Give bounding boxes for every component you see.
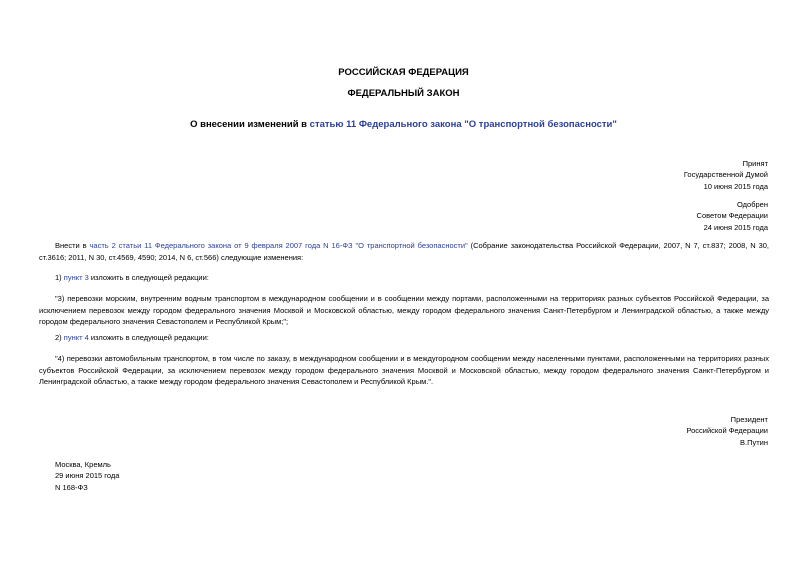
item1-suffix: изложить в следующей редакции: [88, 273, 209, 282]
adopted-line: Принят [742, 159, 768, 168]
item1-text: "3) перевозки морским, внутренним водным транспортом в международном сообщении и в сообщении между портами, расположенными на территориях разных субъектов Российской Федерации, за исключением перевозок между городом федерального значения Москвой и Московской областью, между городом федерального значения Санкт-Петербургом и Ленинградской областью, а также между городом федерального значения Севастополем и Республикой Крым;"; [39, 294, 769, 326]
approved-line: Советом Федерации [696, 211, 768, 221]
approved-line: 24 июня 2015 года [703, 222, 768, 232]
doc-type-heading: ФЕДЕРАЛЬНЫЙ ЗАКОН [347, 88, 460, 99]
adopted-line: 10 июня 2015 года [703, 181, 768, 191]
signature-line: Российской Федерации [686, 426, 768, 436]
signature-line: Президент [730, 415, 768, 424]
intro-link[interactable]: часть 2 статьи 11 Федерального закона от 9 февраля 2007 года N 16-ФЗ "О транспортной безопасности" [89, 241, 468, 250]
intro-prefix: Внести в [55, 241, 90, 250]
item2-text: "4) перевозки автомобильным транспортом, в том числе по заказу, в международном сообщении и в междугородном сообщении между населенными пунктами, расположенными на территориях разных субъектов Российской Федерации, за исключением перевозок между городом федерального значения Москвой и Московской областью, между городом федерального значения Санкт-Петербургом и Ленинградской областью, а также между городом федерального значения Севастополем и Республикой Крым.". [39, 354, 769, 386]
intro-paragraph [39, 240, 769, 263]
signature-line: В.Путин [740, 437, 768, 447]
place-date-block [55, 459, 119, 493]
country-heading: РОССИЙСКАЯ ФЕДЕРАЦИЯ [338, 67, 469, 78]
law-title-prefix: О внесении изменений в [190, 119, 310, 130]
item1-link[interactable]: пункт 3 [63, 273, 89, 282]
approved-block [697, 199, 768, 233]
date-line: 29 июня 2015 года [55, 471, 120, 481]
intro-suffix: (Собрание законодательства Российской Федерации, 2007, N 7, ст.837; 2008, N 30, ст.3616; 2011, N 30, ст.4569, 4590; 2014, N 6, ст.566) следующие изменения: [39, 241, 770, 262]
place-line: Москва, Кремль [55, 460, 111, 469]
item1-paragraph [39, 272, 769, 284]
law-title [0, 119, 807, 130]
item1-prefix: 1) [55, 273, 64, 282]
adopted-line: Государственной Думой [683, 170, 768, 180]
adopted-block [684, 158, 768, 192]
item2-paragraph [39, 332, 769, 344]
item2-link[interactable]: пункт 4 [63, 333, 89, 342]
item2-prefix: 2) [55, 333, 64, 342]
law-title-link[interactable]: статью 11 Федерального закона "О транспортной безопасности" [309, 119, 617, 130]
item2-suffix: изложить в следующей редакции: [88, 333, 209, 342]
law-number-line: N 168-ФЗ [55, 482, 88, 492]
approved-line: Одобрен [737, 200, 768, 209]
signature-block [686, 414, 768, 448]
